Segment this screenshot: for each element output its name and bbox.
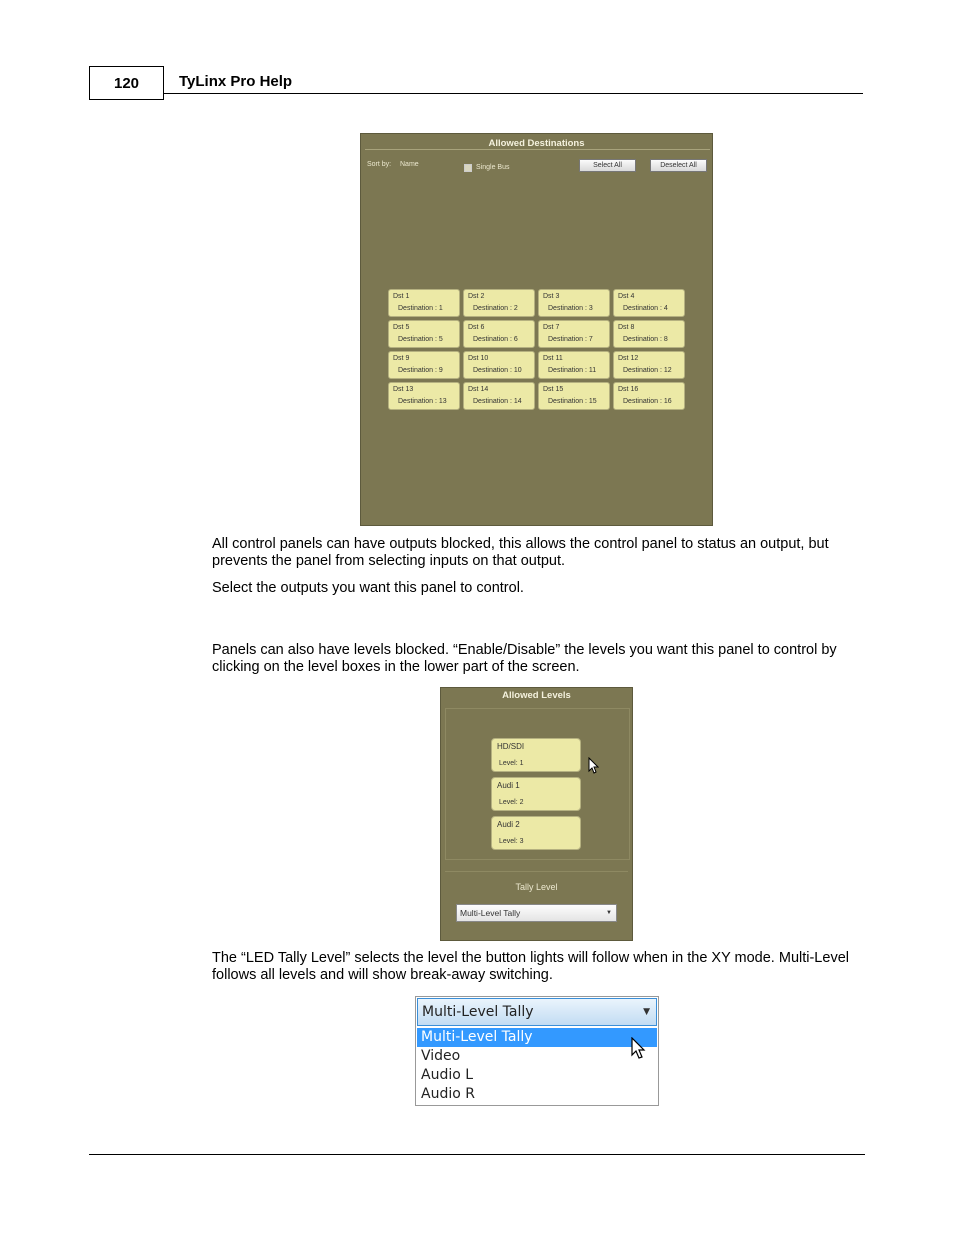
tile-name: Dst 7	[543, 324, 560, 331]
tile-name: Dst 10	[468, 355, 489, 362]
level-desc: Level: 3	[499, 838, 524, 845]
tile-desc: Destination : 3	[548, 305, 593, 312]
tile-desc: Destination : 11	[548, 367, 597, 374]
tile-desc: Destination : 14	[473, 398, 522, 405]
destination-tile[interactable]	[388, 289, 460, 317]
destination-tile[interactable]	[613, 351, 685, 379]
title-divider	[365, 149, 710, 150]
tile-name: Dst 1	[393, 293, 410, 300]
destination-tile[interactable]	[538, 320, 610, 348]
tile-name: Dst 2	[468, 293, 485, 300]
level-desc: Level: 2	[499, 799, 524, 806]
destination-tile[interactable]	[538, 351, 610, 379]
tile-name: Dst 9	[393, 355, 410, 362]
tile-name: Dst 13	[393, 386, 414, 393]
single-bus-checkbox[interactable]	[464, 164, 472, 172]
document-title: TyLinx Pro Help	[179, 73, 293, 90]
panel-title: Allowed Levels	[502, 690, 571, 701]
dropdown-header[interactable]	[417, 998, 657, 1026]
level-box[interactable]	[491, 777, 581, 811]
paragraph-levels-blocked: Panels can also have levels blocked. “Enable/Disable” the levels you want this panel to control by clicking on the level boxes in the lower part of the screen.	[212, 642, 837, 675]
paragraph-select-outputs: Select the outputs you want this panel to control.	[212, 580, 524, 596]
tile-name: Dst 6	[468, 324, 485, 331]
tile-desc: Destination : 13	[398, 398, 447, 405]
tile-name: Dst 8	[618, 324, 635, 331]
tile-desc: Destination : 16	[623, 398, 672, 405]
tally-level-select[interactable]	[456, 904, 617, 922]
tally-dropdown[interactable]	[415, 996, 659, 1106]
allowed-levels-panel	[440, 687, 633, 941]
tile-desc: Destination : 7	[548, 336, 593, 343]
destination-tile[interactable]	[613, 320, 685, 348]
tile-name: Dst 14	[468, 386, 489, 393]
tile-desc: Destination : 1	[398, 305, 443, 312]
allowed-destinations-panel	[360, 133, 713, 526]
select-all-button[interactable]: Select All	[579, 159, 636, 172]
destination-tile[interactable]	[613, 382, 685, 410]
destination-tile[interactable]	[538, 382, 610, 410]
chevron-down-icon: ▼	[643, 1007, 650, 1017]
destination-tile[interactable]	[538, 289, 610, 317]
header-rule	[164, 93, 863, 94]
level-name: HD/SDI	[497, 742, 525, 751]
sort-value[interactable]: Name	[400, 161, 419, 168]
level-desc: Level: 1	[499, 760, 524, 767]
dropdown-options	[417, 1028, 657, 1104]
deselect-all-button[interactable]: Deselect All	[650, 159, 707, 172]
tile-desc: Destination : 4	[623, 305, 668, 312]
level-name: Audi 1	[497, 781, 520, 790]
tile-desc: Destination : 10	[473, 367, 522, 374]
destination-tile[interactable]	[388, 351, 460, 379]
destination-grid	[388, 289, 685, 410]
tally-level-value: Multi-Level Tally	[460, 908, 521, 918]
tile-name: Dst 3	[543, 293, 560, 300]
dropdown-option[interactable]: Audio L	[421, 1067, 474, 1083]
dropdown-option[interactable]: Video	[421, 1048, 461, 1064]
level-box[interactable]	[491, 738, 581, 772]
destination-tile[interactable]	[388, 382, 460, 410]
tile-desc: Destination : 8	[623, 336, 668, 343]
destination-tile[interactable]	[463, 289, 535, 317]
tile-name: Dst 11	[543, 355, 563, 362]
mouse-pointer-icon	[588, 757, 599, 774]
chevron-down-icon: ▼	[606, 910, 612, 916]
tile-desc: Destination : 6	[473, 336, 518, 343]
tile-desc: Destination : 5	[398, 336, 443, 343]
dropdown-value: Multi-Level Tally	[422, 1004, 534, 1020]
destination-tile[interactable]	[463, 351, 535, 379]
paragraph-outputs-blocked: All control panels can have outputs blocked, this allows the control panel to status an output, but prevents the panel from selecting inputs on that output.	[212, 536, 829, 569]
panel-title: Allowed Destinations	[488, 138, 585, 149]
tile-name: Dst 16	[618, 386, 639, 393]
destination-tile[interactable]	[463, 320, 535, 348]
page-number: 120	[89, 66, 164, 100]
paragraph-led-tally: The “LED Tally Level” selects the level the button lights will follow when in the XY mode. Multi-Level follows all levels and will show break-away switching.	[212, 950, 849, 983]
tile-name: Dst 12	[618, 355, 639, 362]
tile-name: Dst 5	[393, 324, 410, 331]
tile-name: Dst 4	[618, 293, 635, 300]
tile-desc: Destination : 15	[548, 398, 597, 405]
tile-name: Dst 15	[543, 386, 564, 393]
dropdown-option[interactable]: Audio R	[421, 1086, 475, 1102]
destination-tile[interactable]	[463, 382, 535, 410]
sort-label: Sort by:	[367, 161, 392, 168]
tile-desc: Destination : 9	[398, 367, 443, 374]
tile-desc: Destination : 12	[623, 367, 672, 374]
footer-rule	[89, 1154, 865, 1155]
mouse-pointer-icon	[631, 1037, 646, 1060]
dropdown-option[interactable]: Multi-Level Tally	[417, 1028, 657, 1047]
level-name: Audi 2	[497, 820, 520, 829]
tally-level-label: Tally Level	[515, 882, 558, 892]
destination-tile[interactable]	[613, 289, 685, 317]
single-bus-label: Single Bus	[476, 164, 510, 171]
tally-divider	[445, 871, 628, 872]
level-box[interactable]	[491, 816, 581, 850]
tile-desc: Destination : 2	[473, 305, 518, 312]
destination-tile[interactable]	[388, 320, 460, 348]
